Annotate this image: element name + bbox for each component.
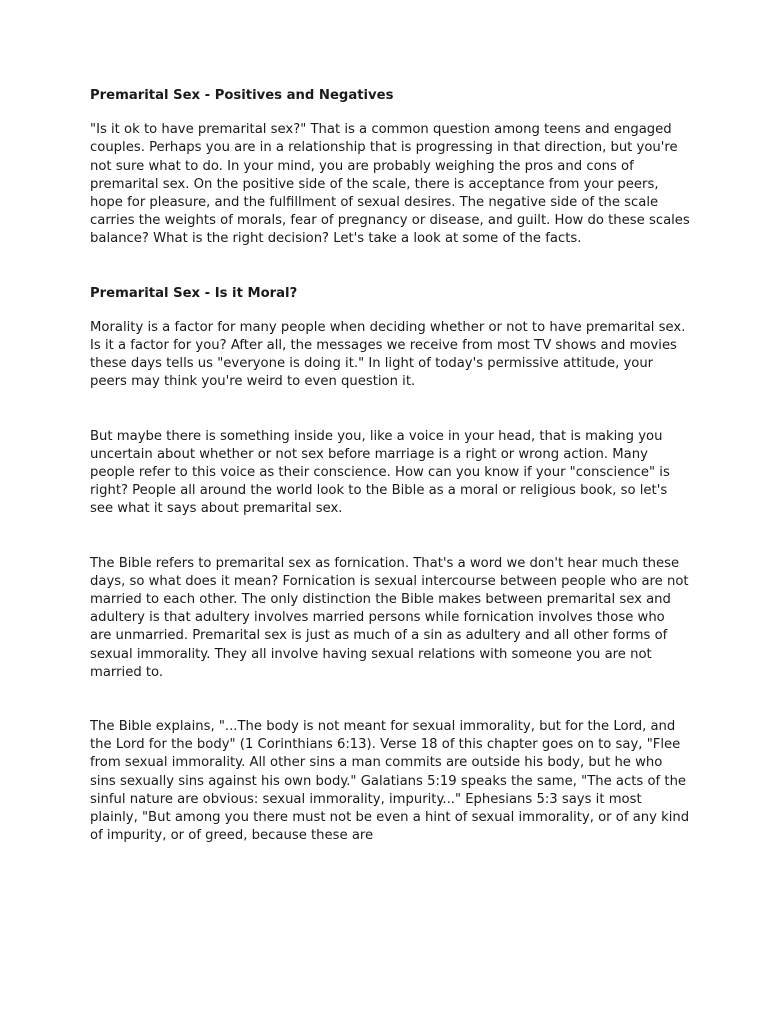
paragraph: The Bible refers to premarital sex as fornication. That's a word we don't hear much these days, so what does it mean? Fornication is sexual intercourse between people who are not married to each other. The only distinction the Bible makes between premarital sex and adultery is that adultery involves married persons while fornication involves those who are unmarried. Premarital sex is just as much of a sin as adultery and all other forms of sexual immorality. They all involve having sexual relations with someone you are not married to.	[90, 555, 689, 680]
document-body	[90, 87, 690, 846]
section-heading-positives-negatives: Premarital Sex - Positives and Negatives	[90, 88, 394, 103]
paragraph: Morality is a factor for many people when deciding whether or not to have premarital sex. Is it a factor for you? After all, the messages we receive from most TV shows and movies these days tells us "everyone is doing it." In light of today's permissive attitude, your peers may think you're weird to even question it.	[90, 319, 686, 390]
paragraph: The Bible explains, "...The body is not meant for sexual immorality, but for the Lord, and the Lord for the body" (1 Corinthians 6:13). Verse 18 of this chapter goes on to say, "Flee from sexual immorality. All other sins a man commits are outside his body, but he who sins sexually sins against his own body." Galatians 5:19 speaks the same, "The acts of the sinful nature are obvious: sexual immorality, impurity..." Ephesians 5:3 says it most plainly, "But among you there must not be even a hint of sexual immorality, or of any kind of impurity, or of greed, because these are	[90, 719, 690, 844]
paragraph: But maybe there is something inside you, like a voice in your head, that is making you uncertain about whether or not sex before marriage is a right or wrong action. Many people refer to this voice as their conscience. How can you know if your "conscience" is right? People all around the world look to the Bible as a moral or religious book, so let's see what it says about premarital sex.	[90, 428, 670, 517]
section-heading-is-it-moral: Premarital Sex - Is it Moral?	[90, 285, 298, 301]
paragraph: "Is it ok to have premarital sex?" That is a common question among teens and engaged couples. Perhaps you are in a relationship that is progressing in that direction, but you're not sure what to do. In your mind, you are probably weighing the pros and cons of premarital sex. On the positive side of the scale, there is acceptance from your peers, hope for pleasure, and the fulfillment of sexual desires. The negative side of the scale carries the weights of morals, fear of pregnancy or disease, and guilt. How do these scales balance? What is the right decision? Let's take a look at some of the facts.	[90, 122, 690, 247]
